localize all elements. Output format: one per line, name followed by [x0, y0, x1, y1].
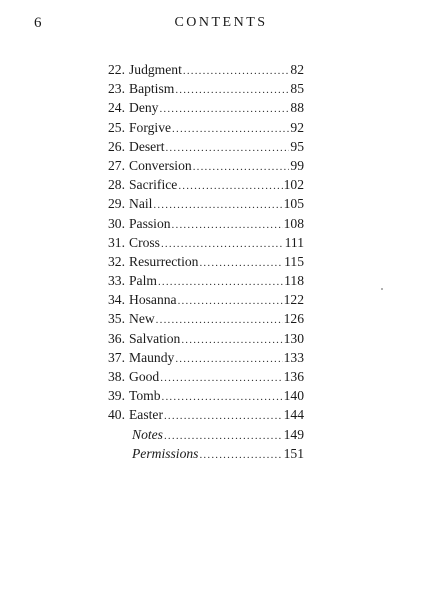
toc-entry-title: Good	[129, 369, 160, 384]
toc-entry-title: Notes	[132, 426, 163, 442]
toc-entry-number: 23.	[108, 81, 125, 97]
toc-entry-page: 130	[283, 330, 304, 346]
toc-entry	[108, 118, 304, 137]
table-of-contents	[108, 60, 304, 463]
toc-entry-page: 115	[284, 253, 304, 269]
toc-entry-number: 25.	[108, 119, 125, 135]
toc-entry	[108, 252, 304, 271]
toc-entry-number: 36.	[108, 330, 125, 346]
dot-leader	[164, 407, 283, 426]
dot-leader	[181, 331, 282, 350]
toc-entry-number: 24.	[108, 100, 125, 116]
toc-entry-title: Forgive	[129, 119, 172, 135]
toc-entry-title: Palm	[129, 273, 157, 289]
toc-entry-title: Cross	[129, 234, 160, 250]
toc-entry-number: 37.	[108, 349, 125, 365]
dot-leader	[178, 292, 283, 311]
dot-leader	[158, 273, 283, 292]
toc-entry-title: Sacrifice	[129, 177, 178, 193]
dot-leader	[160, 369, 282, 388]
running-head: CONTENTS	[174, 15, 268, 30]
dot-leader	[183, 62, 290, 81]
toc-entry-title: New	[129, 311, 155, 327]
toc-entry	[108, 98, 304, 117]
toc-entry	[108, 137, 304, 156]
toc-entry	[108, 79, 304, 98]
dot-leader	[153, 196, 282, 215]
toc-entry-title: Hosanna	[129, 292, 177, 308]
toc-entry-number: 31.	[108, 234, 125, 250]
toc-entry-number: 38.	[108, 369, 125, 384]
dot-leader	[175, 350, 282, 369]
toc-entry	[108, 425, 304, 444]
toc-entry	[108, 348, 304, 367]
toc-entry-title: Conversion	[129, 157, 192, 173]
dot-leader	[159, 100, 289, 119]
toc-entry-page: 144	[283, 407, 304, 423]
toc-entry-number: 39.	[108, 388, 125, 404]
toc-entry-page: 82	[290, 62, 304, 77]
toc-entry	[108, 271, 304, 290]
toc-entry-number: 29.	[108, 196, 125, 212]
toc-entry-number: 35.	[108, 311, 125, 327]
toc-entry-page: 118	[284, 273, 304, 289]
toc-entry	[108, 405, 304, 424]
dot-leader	[172, 120, 289, 139]
toc-entry	[108, 233, 304, 252]
toc-entry	[108, 386, 304, 405]
toc-entry-page: 102	[283, 177, 304, 193]
toc-entry-page: 133	[283, 349, 304, 365]
toc-entry-page: 99	[290, 157, 304, 173]
margin-speck	[381, 288, 383, 290]
toc-entry-page: 126	[283, 311, 304, 327]
toc-entry-number: 32.	[108, 253, 125, 269]
toc-entry-title: Nail	[129, 196, 153, 212]
page-number: 6	[34, 15, 42, 31]
toc-entry-title: Deny	[129, 100, 159, 116]
toc-entry-title: Maundy	[129, 349, 175, 365]
toc-entry-title: Tomb	[129, 388, 161, 404]
toc-entry-number: 26.	[108, 138, 125, 154]
toc-entry-number: 34.	[108, 292, 125, 308]
toc-entry-title: Judgment	[129, 62, 182, 77]
toc-entry-page: 92	[290, 119, 304, 135]
toc-entry	[108, 444, 304, 463]
toc-entry	[108, 367, 304, 386]
toc-entry-number: 33.	[108, 273, 125, 289]
toc-entry-title: Desert	[129, 138, 165, 154]
toc-entry	[108, 309, 304, 328]
toc-entry-page: 136	[283, 369, 304, 384]
toc-entry-number: 22.	[108, 62, 125, 77]
toc-entry-page: 122	[283, 292, 304, 308]
toc-entry	[108, 156, 304, 175]
toc-entry-page: 151	[283, 445, 304, 461]
toc-entry-title: Easter	[129, 407, 163, 423]
dot-leader	[199, 254, 283, 273]
toc-entry-title: Salvation	[129, 330, 181, 346]
toc-entry-title: Passion	[129, 215, 171, 231]
dot-leader	[178, 177, 282, 196]
toc-entry-page: 111	[284, 234, 304, 250]
toc-entry-page: 149	[283, 426, 304, 442]
toc-entry-title: Resurrection	[129, 253, 199, 269]
toc-entry	[108, 194, 304, 213]
dot-leader	[162, 388, 283, 407]
toc-entry-title: Baptism	[129, 81, 175, 97]
toc-entry-page: 95	[290, 138, 304, 154]
toc-entry-title: Permissions	[132, 445, 199, 461]
toc-entry-page: 85	[290, 81, 304, 97]
toc-entry	[108, 175, 304, 194]
dot-leader	[193, 158, 290, 177]
toc-entry-number: 28.	[108, 177, 125, 193]
toc-entry-number: 30.	[108, 215, 125, 231]
toc-entry-number: 27.	[108, 157, 125, 173]
toc-entry-number: 40.	[108, 407, 125, 423]
dot-leader	[172, 216, 283, 235]
toc-entry-page: 140	[283, 388, 304, 404]
toc-entry	[108, 60, 304, 79]
toc-entry-page: 105	[283, 196, 304, 212]
toc-entry	[108, 329, 304, 348]
toc-entry-page: 108	[283, 215, 304, 231]
toc-entry	[108, 214, 304, 233]
toc-entry	[108, 290, 304, 309]
dot-leader	[199, 446, 282, 465]
toc-entry-page: 88	[290, 100, 304, 116]
dot-leader	[175, 81, 289, 100]
